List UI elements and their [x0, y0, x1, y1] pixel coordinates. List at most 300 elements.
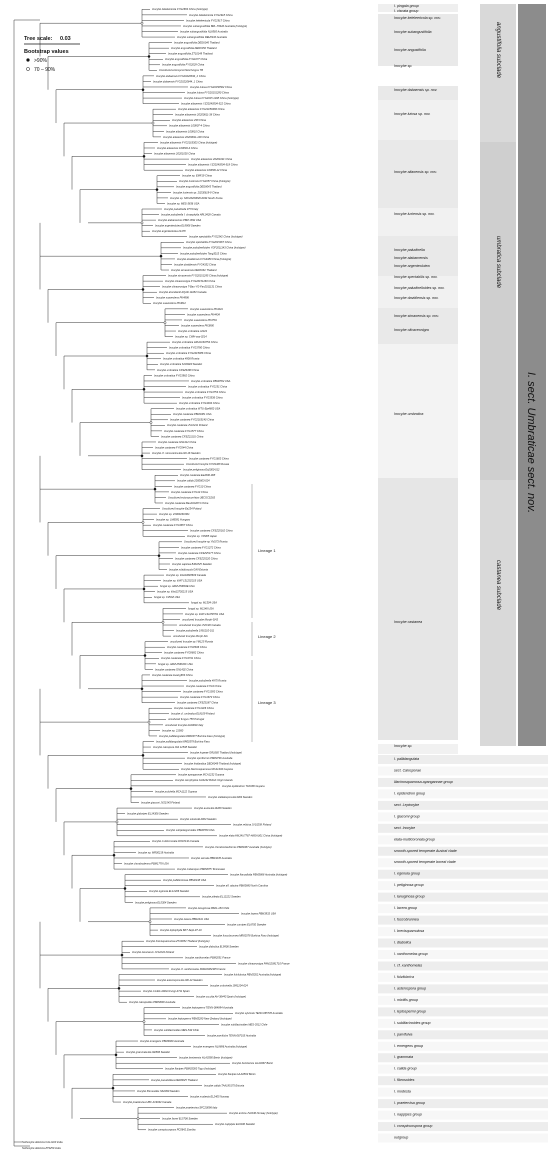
- taxon-label: Inocybe angustifolia ZT10149 Thailand: [168, 52, 213, 56]
- taxon-label: Inocybe castanea FYG1593 China: [183, 690, 223, 694]
- taxon-label: Inocybe sp. LM6581 Hungary: [156, 518, 190, 522]
- lineage-3-label: Lineage 3: [258, 700, 276, 705]
- taxon-label: Uncultured Inocybe KYM1408 Russia: [186, 463, 230, 467]
- taxon-label: Inocybe serrata PBM3235 Australia: [191, 856, 232, 860]
- section-label: I. sect. Umbraticae sect. nov.: [525, 372, 537, 514]
- taxon-label: Inocybe calospoides PBM3600 Australia: [129, 1001, 176, 1005]
- taxon-label: Inocybe sp. CWH-asy-0214: [175, 335, 207, 339]
- group-label: I. cf. xanthomelas: [394, 963, 423, 968]
- taxon-label: Inocybe castanea FYG8636 China: [167, 646, 207, 650]
- taxon-label: Inocybe paludinella 9774 Italy: [164, 207, 199, 211]
- legend: [24, 36, 80, 73]
- taxon-label: Inocybe sporiformis PBM3746 Australia: [187, 757, 233, 761]
- taxon-label: Inocybe castanea CFSZ5187 China: [177, 701, 219, 705]
- taxon-label: Inocybe castanea FYG544 China: [155, 446, 194, 450]
- group-label: I. praetervisa group: [394, 1101, 425, 1106]
- taxon-label: Inocybe emergens PBM3600 Australia: [140, 1039, 185, 1043]
- taxon-label: Inocybe cf. xanthomelas PAM10082305 France: [171, 967, 226, 971]
- group-label: Inocybe castanea: [394, 620, 423, 624]
- group-label: I. mixtilis group: [394, 997, 418, 1002]
- taxon-label: Inocybe ailaoensis FYG20150486 China: [178, 108, 225, 112]
- lineage-1-label: Lineage 1: [258, 548, 276, 553]
- taxon-label: Inocybe ailaoensis 20200611-38 China: [175, 113, 220, 117]
- bootstrap-marker: [162, 621, 164, 623]
- taxon-label: Inocybe ailaoensis YZ20240504-518 China: [188, 163, 238, 167]
- bootstrap-marker: [152, 122, 154, 124]
- taxon-label: Inocybe umbratica 4806 Russia: [163, 357, 200, 361]
- group-label: I. fulvilubrica: [394, 974, 414, 979]
- group-label: I. sublilacinoides group: [394, 1020, 431, 1025]
- taxon-label: Inocybe ailaoensis 100810 China: [166, 130, 205, 134]
- taxon-label: Inocybe castanea JV12211 Finland: [167, 424, 208, 428]
- bootstrap-marker: [112, 1087, 114, 1089]
- group-label: Inocybe sp.: [394, 744, 413, 748]
- taxon-label: fungal sp. M1304 USA: [191, 601, 217, 605]
- taxon-label: Inocybe conspicuospora PC0642 Zambia: [148, 1128, 196, 1132]
- taxon-label: Inocybe ailaoensis 100803-4 China: [157, 146, 198, 150]
- taxon-label: Inocybe subangustifolia BRL-T6420 Australia (holotype): [183, 24, 248, 28]
- taxon-label: Inocybe castanea FYG1326 China: [174, 707, 214, 711]
- group-label: Inocybe dabaensis sp. nov.: [394, 88, 438, 92]
- group-label: Inocybe sp.: [394, 64, 413, 68]
- taxon-label: Inocybe paludinella 1991210-011: [176, 629, 215, 633]
- taxon-label: Inocybe castanea FYG3657 China: [153, 524, 193, 528]
- bootstrap-marker: [121, 954, 123, 956]
- group-label: I. conspicuospora group: [394, 1124, 433, 1129]
- taxon-label: Inocybe castanea GN1402 China: [155, 668, 194, 672]
- taxon-label: Inocybe umbratica FYG3753 China: [185, 390, 226, 394]
- group-label: elata-multicoronata group: [394, 837, 435, 842]
- taxon-label: Inocybe chondroclaviformis PBM1667 Australia (holotype): [205, 845, 272, 849]
- taxon-label: Inocybe castanea FYG10 China: [174, 485, 211, 489]
- taxon-label: Inocybe elata HMJAU7767-HMJAU01 China (holotype): [219, 834, 283, 838]
- taxon-label: Inocybe castanea CFSZ25177 China: [178, 551, 221, 555]
- taxon-label: uncultured Inocybe Morph-SH3: [182, 618, 218, 622]
- taxon-label: Inocybe sylvicola TENN-065735 Australia: [235, 1012, 283, 1016]
- taxon-label: uncultured fungus 758 Portugal: [168, 718, 205, 722]
- taxon-label: Inocybe beninensis HLA0390 Benin (holotype): [179, 1056, 233, 1060]
- group-label: I. parvifulva: [394, 1032, 413, 1037]
- taxon-label: Inocybe castanea FYG1603 China: [189, 457, 229, 461]
- group-label: Inocybe lutosa sp. nov.: [394, 112, 431, 116]
- taxon-label: Inocybe soluta EL2904 Sweden: [180, 818, 217, 822]
- group-label: I. modesta: [394, 1089, 411, 1094]
- taxon-label: Uncultured ectomycorrhiza UBCOCS263: [168, 496, 215, 500]
- taxon-label: Inocybe xerophytica GU4242 British Virgin Islands: [175, 779, 233, 783]
- taxon-label: Inocybe sp. 21560: [162, 729, 184, 733]
- bootstrap-marker: [143, 1021, 145, 1023]
- taxon-label: Inocybe ailaoensis 20201031 China: [191, 157, 233, 161]
- taxon-label: Inocybe chondroderma PBM1778 USA: [124, 862, 169, 866]
- group-label: I. pallidangulata: [394, 757, 420, 761]
- group-label: I. diabolica: [394, 940, 412, 945]
- taxon-label: Inocybe brevisquamulosa ZT10052 Thailand (holotype): [146, 940, 210, 944]
- taxon-label: Inocybe umbrinella 1991204-024: [210, 984, 248, 988]
- taxon-label: Inocybe leptospermi PBM3280 New Zealand (holotype): [168, 1017, 232, 1021]
- taxon-label: Inocybe castanea PBM1981 USA: [173, 413, 212, 417]
- taxon-label: Inocybe asterospora EL100-14 Sweden: [157, 978, 203, 982]
- taxon-label: Inocybe aff. alacina PBM3880 North Carolina: [216, 884, 268, 888]
- taxon-label: Inocybe castanea Ea2000-008: [180, 474, 216, 478]
- bootstrap-high-dot: [26, 58, 29, 61]
- taxon-label: Inocybe castanea FYG1577 China: [164, 429, 204, 433]
- taxon-label: Inocybe ailaoensis 100807-4 China: [169, 124, 210, 128]
- taxon-label: Inocybe lacera PBM2441 USA: [174, 917, 210, 921]
- taxon-label: Inocybe rubidiuscula GA9 Estonia: [169, 568, 208, 572]
- taxon-label: fungal sp. C35A8 USA: [154, 596, 180, 600]
- taxon-label: Inocybe fuscobrunnea MR00378 Burkina Faso (holotype): [213, 934, 279, 938]
- bootstrap-marker: [149, 921, 151, 923]
- taxon-label: Inocybe cf. nemorarina EL129-16 Sweden: [152, 451, 201, 455]
- taxon-label: Inocybe lutosa FYG20150562 China: [190, 85, 232, 89]
- taxon-label: Inocybe mixtilis ARAN-Fungi-4711 Spain: [143, 990, 190, 994]
- group-label: I. viscata group: [394, 9, 419, 13]
- taxon-label: Inocybe davidiensis FYG4380 China (holotype): [177, 257, 232, 261]
- group-band: [378, 276, 458, 308]
- taxon-label: Inocybe ailaoensis FYG2015303 China (holotype): [160, 141, 218, 145]
- bootstrap-title: Bootstrap values: [24, 49, 69, 55]
- taxon-label: Inocybe occulta AH-36443 Spain (holotype): [196, 995, 246, 999]
- castanea-subclade-label: castanea subclade: [495, 560, 501, 611]
- castanea-subclade-band: [480, 480, 516, 746]
- group-label: Inocybe keleleericola sp. nov.: [394, 16, 441, 20]
- taxon-label: Inocybe suaveolens PK4996: [156, 296, 189, 300]
- group-label: I. epidendron group: [394, 791, 426, 796]
- taxon-label: Inocybe olivaceonigra FYG20151260 China: [165, 280, 216, 284]
- group-band: [378, 744, 458, 754]
- bootstrap-marker: [160, 255, 162, 257]
- group-label: Inocybe spectabilis sp. nov.: [394, 275, 438, 279]
- outgroup-block: [22, 1140, 63, 1150]
- group-band: [378, 14, 458, 66]
- taxon-label: Inocybe calida TAA185175 Estonia: [204, 1084, 245, 1088]
- group-label: I. leptospermi group: [394, 1009, 426, 1014]
- taxon-label: Inocybe dabaensis FYG20220844_1 China: [153, 80, 203, 84]
- shading-layer: [378, 4, 548, 1143]
- taxon-label: Inocybe calida 2000603-024: [177, 479, 210, 483]
- taxon-label: Inocybe relicina JV10258 Finland: [233, 823, 272, 827]
- group-label: I. fuscobrunnea: [394, 917, 419, 922]
- taxon-label: Inocybe sublilacinoides MES-543 Chile: [154, 1028, 199, 1032]
- taxon-label: Inocybe pallidicremea PBM2448 USA: [163, 879, 207, 883]
- taxon-label: Inocybe curvipes EL6700 Sweden: [227, 923, 267, 927]
- taxon-label: Inocybe dabaensis FYG20220844_2 China: [156, 74, 206, 78]
- taxon-label: Inocybe pseudoflexa DED8025 Thailand: [151, 1078, 198, 1082]
- taxon-label: Inocybe umbratica FYG3982 China: [154, 374, 195, 378]
- taxon-label: fungal sp. M1146 USA: [188, 607, 214, 611]
- taxon-label: Inocybe pallidangulata MR00379 Burkina Faso: [156, 740, 210, 744]
- taxon-label: Inocybe castanea CFSZ25220 China: [175, 557, 218, 561]
- taxon-label: Inocybe grammata EL102806 Sweden: [126, 1051, 171, 1055]
- group-label: I. fibrosoides: [394, 1078, 415, 1083]
- taxon-label: Inocybe lacunarum JV12244 Finland: [132, 951, 175, 955]
- taxon-label: Inocybe lanuginosa BS01-184 Chile: [188, 906, 230, 910]
- taxon-label: Inocybe luxiensis FYG2057 China (holotype): [179, 180, 231, 184]
- taxon-label: Inocybe aurea EL14206 Sweden: [194, 806, 232, 810]
- group-label: lilacinosquamosa-ayangannae group: [394, 779, 453, 784]
- taxon-label: Inocybe castanea CFSZ21101 China: [161, 435, 204, 439]
- group-label: Inocybe paludinelloides sp. nov.: [394, 286, 445, 290]
- taxon-label: Inocybe luxiensis sp. 20230619-9 China: [173, 191, 219, 195]
- taxon-label: Uncultured ectomycorrhizal fungus TB: [159, 69, 203, 73]
- taxon-label: Inocybe suaveolens PK4434: [187, 313, 220, 317]
- group-band: [378, 140, 458, 208]
- group-label: Inocybe subangustifolia: [394, 30, 432, 34]
- taxon-label: Inocybe suaveolens PK4441: [190, 307, 223, 311]
- taxon-label: Inocybe ailaoensis 100809-12 China: [185, 169, 227, 173]
- bootstrap-marker: [118, 987, 120, 989]
- taxon-label: Inocybe sp. SFC20200826-0034 South Korea: [170, 196, 223, 200]
- taxon-label: Inocybe stellatospora EL3304 Sweden: [208, 795, 253, 799]
- taxon-label: Inocybe lutosa FYG2015 1298 China (holotype): [184, 96, 239, 100]
- taxon-label: Inocybe flavipes PBM03383 Togo (holotype): [165, 1067, 216, 1071]
- taxon-label: Inocybe flavipes HLA0563 Benin: [218, 1073, 256, 1077]
- taxon-label: Inocybe umbratica FYG2015086 China: [166, 352, 211, 356]
- taxon-label: Inocybe sublilacinoides MES-3512 Chile: [221, 1023, 268, 1027]
- bootstrap-marker: [130, 788, 132, 790]
- taxon-label: Inocybe castanea Bau2014071 China: [165, 501, 209, 505]
- taxon-label: Inocybe emergens NL8886 Australia (holotype): [193, 1045, 248, 1049]
- bootstrap-marker: [144, 654, 146, 656]
- group-label: Inocybe luxiensis sp. nov.: [394, 212, 435, 216]
- group-label: I. asterospora group: [394, 986, 427, 991]
- taxon-label: Inocybe castanea Huang683 China: [152, 673, 193, 677]
- taxon-label: Inocybe pileata EL12222 Sweden: [202, 895, 241, 899]
- bootstrap-marker: [150, 421, 152, 423]
- taxon-label: uncultured Inocybe Morph-SG: [173, 635, 208, 639]
- bootstrap-marker: [142, 288, 144, 290]
- taxon-label: Inocybe umbratica PBM2552 USA: [191, 379, 231, 383]
- group-label: I. emergens group: [394, 1043, 424, 1048]
- taxon-label: Inocybe castanea FYG3 China: [186, 684, 222, 688]
- taxon-label: Inocybe cf. umbratica EL8109 Finland: [171, 712, 215, 716]
- group-label: Inocybe davidiensis sp. nov.: [394, 296, 439, 300]
- taxon-label: Inocybe umbratica FYG3536 China: [182, 396, 223, 400]
- umbratica-subclade-label: umbratica subclade: [495, 236, 501, 289]
- taxon-label: Inocybe alabamensis PBM 1892 USA: [158, 219, 202, 223]
- taxon-label: Inocybe flavoalbida PBM3868 Australia (holotype): [230, 873, 288, 877]
- taxon-label: Inocybe sp. ZJ0002SC601: [159, 512, 190, 516]
- taxon-label: Inocybe lacera PBM3933 USA: [241, 912, 277, 916]
- bootstrap-marker: [141, 688, 143, 690]
- taxon-label: Inocybe davidiensis FYG4352 China: [174, 263, 216, 267]
- taxon-label: Inocybe olivaceonigra PAM12081710 France: [238, 962, 290, 966]
- group-band: [378, 478, 458, 740]
- taxon-label: Inocybe favrei EL5706 Sweden: [162, 1117, 198, 1121]
- taxon-label: Inocybe petiginosa Ea2000-012: [183, 468, 220, 472]
- bootstrap-marker: [124, 887, 126, 889]
- bootstrap-marker: [142, 89, 144, 91]
- taxon-label: Inocybe fulvilubrica PBM3352 Australia (holotype): [224, 973, 282, 977]
- group-band: [378, 100, 458, 140]
- taxon-label: Inocybe leptospermi TENN-064894 Australia: [182, 1006, 234, 1010]
- taxon-label: Inocybe castanea GN1412 China: [158, 440, 197, 444]
- taxon-label: Inocybe paludinella f. chrysphylla HRL0428 Canada: [161, 213, 221, 217]
- taxon-label: Inocybe sp. EMF19 China: [182, 174, 212, 178]
- bootstrap-mid-dot: [26, 67, 29, 70]
- taxon-label: Uncultured Inocybe Ea234 Poland: [162, 507, 202, 511]
- bootstrap-marker: [156, 188, 158, 190]
- taxon-label: fungal sp. ARIZ-PM063E USA: [160, 585, 195, 589]
- bootstrap-marker: [158, 555, 160, 557]
- bootstrap-marker: [141, 455, 143, 457]
- taxon-label: Inocybe argenteolutea 21478: [152, 230, 186, 234]
- group-label: sect. Calosporae: [394, 768, 421, 773]
- taxon-label: Inocybe angustifolia DED8150 Thailand: [171, 47, 217, 51]
- taxon-label: Inocybe egenula EL12206 Sweden: [149, 890, 190, 894]
- group-label: smooth-spored temperate boreal clade: [394, 860, 456, 865]
- group-label: I. giacomi group: [394, 814, 420, 819]
- taxon-label: Inocybe angustifolia FYG1077 China: [165, 58, 208, 62]
- taxon-label: fungal sp. ARIZ-PM033C USA: [158, 662, 193, 666]
- group-label: I. egenula group: [394, 871, 420, 876]
- taxon-label: Inocybe parvifulva TENN-067015 Australia: [207, 1034, 256, 1038]
- taxon-label: Inocybe praetervisa SFC20096 Italy: [176, 1106, 218, 1110]
- taxon-label: Inocybe suaveolens PK4612: [153, 302, 186, 306]
- taxon-label: Inocybe olivaceonigra T-Bau-YG-Fan2011131 China: [162, 285, 222, 289]
- bootstrap-marker: [164, 322, 166, 324]
- taxon-label: Inocybe sp. YM365 Japan: [187, 535, 217, 539]
- taxon-label: Inocybe subangustifolia REH8310 Australia: [177, 35, 227, 39]
- taxon-label: Inocybe umbratica FYG4034 China: [179, 402, 220, 406]
- taxon-label: uncultured Inocybe sp.YM125 Russia: [170, 640, 213, 644]
- taxon-label: Inocybe ailaoensis 298 China: [172, 119, 206, 123]
- bootstrap-marker: [141, 222, 143, 224]
- group-label: I. grammata: [394, 1055, 414, 1060]
- taxon-label: Inocybe leptophylla BK7-Sept-97-19: [160, 928, 202, 932]
- taxon-label: Inocybe paludinelloides YGF2011143 China (holotype): [183, 246, 246, 250]
- taxon-label: Inocybe giacomi JV21543 Finland: [141, 801, 180, 805]
- taxon-label: Inocybe ailaoensis 20201030 China: [154, 152, 196, 156]
- taxon-label: Inocybe castanea FYG3741 China: [161, 657, 201, 661]
- taxon-label: Inocybe paludinella 4875 Russia: [189, 679, 227, 683]
- taxon-label: Inocybe beninensis HLA0467 Benin: [232, 1062, 274, 1066]
- bootstrap-marker: [143, 588, 145, 590]
- bootstrap-high-label: >90%: [34, 58, 47, 64]
- group-label: I. petiginosa group: [394, 883, 424, 888]
- group-label: I. xanthomelas group: [394, 952, 428, 956]
- taxon-label: Inocybe fibrosoides SS2990 Sweden: [137, 1089, 180, 1093]
- angustifolia-subclade-label: angustifolia subclade: [495, 22, 501, 79]
- taxon-label: Inocybe abundantii AQAD 14282 Canada: [159, 291, 207, 295]
- group-label: outgroup: [394, 1135, 409, 1140]
- taxon-label: Inocybe umbratica HMJAU63754 China: [172, 341, 218, 345]
- group-label: I. brevisquamulosa: [394, 929, 425, 934]
- tree-scale-value: 0.03: [60, 36, 71, 42]
- taxon-label: Inocybe sp. iNAT-131258791 USA: [185, 612, 225, 616]
- bootstrap-marker: [113, 854, 115, 856]
- taxon-label: Inocybe umbratica WTU-Sja4800 USA: [176, 407, 221, 411]
- group-label: smooth-spored temperate Austral clade: [394, 848, 457, 853]
- taxon-label: Inocybe pallidangulata MR00377 Burkina Faso (holotype): [159, 734, 226, 738]
- taxon-label: Inocybe umbratica CFSZ3498 China: [157, 368, 199, 372]
- bootstrap-marker: [154, 488, 156, 490]
- bootstrap-marker: [116, 821, 118, 823]
- taxon-label: Inocybe sapinea BJ01825 Sweden: [172, 562, 212, 566]
- taxon-label: Inocybe praetervisa UBC-F19334 Canada: [123, 1100, 172, 1104]
- bootstrap-marker: [141, 22, 143, 24]
- bootstrap-marker: [115, 1054, 117, 1056]
- group-band: [378, 344, 458, 478]
- taxon-label: Inocybe subpelargonoides PBM2550 USA: [166, 829, 215, 833]
- lineage-2-label: Lineage 2: [258, 634, 276, 639]
- taxon-label: Inocybe castanea CFSZ25162 China: [190, 529, 233, 533]
- taxon-label: Inocybe diabolica EL9906 Sweden: [199, 945, 239, 949]
- taxon-label: Inocybe keleleericola FYG2918 China: [189, 13, 233, 17]
- taxon-label: Inocybe paludinelloides Tang3013 China: [180, 252, 227, 256]
- taxon-label: Inocybe epidendron TH8186 Guyana: [222, 784, 265, 788]
- taxon-label: Inocybe umbratica SJ03020 Sweden: [160, 363, 203, 367]
- taxon-labels: [123, 7, 290, 1131]
- taxon-label: Inocybe angustifolia DED8146 Thailand: [174, 41, 220, 45]
- taxon-label: Inocybe subangustifolia NL8565 Australia: [180, 30, 228, 34]
- taxon-label: Inocybe ailaoensis 20200611-100 China: [163, 135, 210, 139]
- taxon-label: Inocybe arctica JV2236 Norway (holotype): [229, 1112, 278, 1116]
- outgroup-taxon: Nothocybe distincta CAL1310 India: [22, 1141, 63, 1144]
- bootstrap-marker: [143, 388, 145, 390]
- group-label: Inocybe ailaoensis sp. nov.: [394, 170, 437, 174]
- taxon-label: Inocybe lilacinosquamosa MCA1404 Guyana: [181, 768, 233, 772]
- taxon-label: Inocybe suaveolens PK3781: [184, 318, 217, 322]
- taxon-label: Inocybe xanthomelas PBM2051 France: [185, 956, 231, 960]
- group-label: Inocybe alabamensis: [394, 256, 428, 260]
- bootstrap-marker: [148, 721, 150, 723]
- group-label: I. lacera group: [394, 906, 417, 911]
- taxon-label: Inocybe ayangannae MCA1232 Guyana: [178, 773, 225, 777]
- taxon-label: Inocybe nappipes EL6106 Sweden: [215, 1123, 256, 1127]
- group-label: I. pingala group: [394, 4, 419, 8]
- taxon-label: Uncultured Inocybe sp.YM173 Russia: [184, 540, 228, 544]
- taxon-label: Inocybe calospora JFA 12538 Sweden: [153, 745, 198, 749]
- taxon-label: Inocybe castanea FYG14 China: [171, 490, 208, 494]
- taxon-label: Inocybe hopeae OR1665 Thailand (holotype): [190, 751, 242, 755]
- group-label: I. nappipes group: [394, 1112, 422, 1117]
- taxon-label: Inocybe ailaoensis YZ20240504-522 China: [181, 102, 231, 106]
- taxon-label: Inocybe sp. iNAT-131252315 USA: [163, 579, 203, 583]
- group-label: sect. Inocybe: [394, 825, 416, 830]
- group-label: sect. Leptocybe: [394, 802, 420, 807]
- tree-scale-label: Tree scale:: [24, 36, 53, 42]
- taxon-label: Inocybe angustifolia DED8043 Thailand: [176, 185, 222, 189]
- bootstrap-marker: [142, 754, 144, 756]
- bootstrap-marker: [148, 55, 150, 57]
- bootstrap-marker: [137, 1118, 139, 1120]
- taxon-label: Inocybe thailandica DED8049 Thailand (holotype): [184, 762, 242, 766]
- taxon-label: Inocybe keleleericola FYG2917 China: [186, 19, 230, 23]
- taxon-label: Inocybe castanea FYG2015140 China: [170, 418, 214, 422]
- taxon-label: Inocybe castanea FYG1272 China: [181, 546, 221, 550]
- bootstrap-mid-label: 70 – 90%: [34, 67, 56, 73]
- taxon-label: Inocybe sp. MES-3836 USA: [167, 202, 200, 206]
- taxon-label: Inocybe simaoensis FYG20151295 China (holotype): [168, 274, 229, 278]
- bootstrap-marker: [142, 521, 144, 523]
- taxon-label: Inocybe keleleericola FYG2684 China (holotype): [152, 8, 208, 12]
- group-label: Inocybe paludinella: [394, 248, 425, 252]
- taxon-label: Inocybe spectabilis FYG2342 China (holotype): [189, 235, 243, 239]
- outgroup-taxon: Nothocybe distincta ZT9250 India: [22, 1147, 61, 1150]
- bootstrap-marker: [146, 355, 148, 357]
- bootstrap-marker: [143, 155, 145, 157]
- taxon-label: Inocybe modesta EL2405 Norway: [190, 1095, 229, 1099]
- taxon-label: Inocybe sp. iNat13730215 USA: [157, 590, 194, 594]
- taxon-label: Inocybe castanea FYG1673 China: [180, 696, 220, 700]
- group-label: I. lanuginosa group: [394, 894, 425, 899]
- taxon-label: Inocybe umbratica FYG251 China: [188, 385, 228, 389]
- taxon-label: Inocybe multicoronata DO1813A Canada: [152, 840, 200, 844]
- group-label: Inocybe umbratica: [394, 412, 424, 416]
- taxon-label: Inocybe umbratica FYG3780 China: [169, 346, 210, 350]
- taxon-label: Inocybe argenteolutea EL9908 Sweden: [155, 224, 201, 228]
